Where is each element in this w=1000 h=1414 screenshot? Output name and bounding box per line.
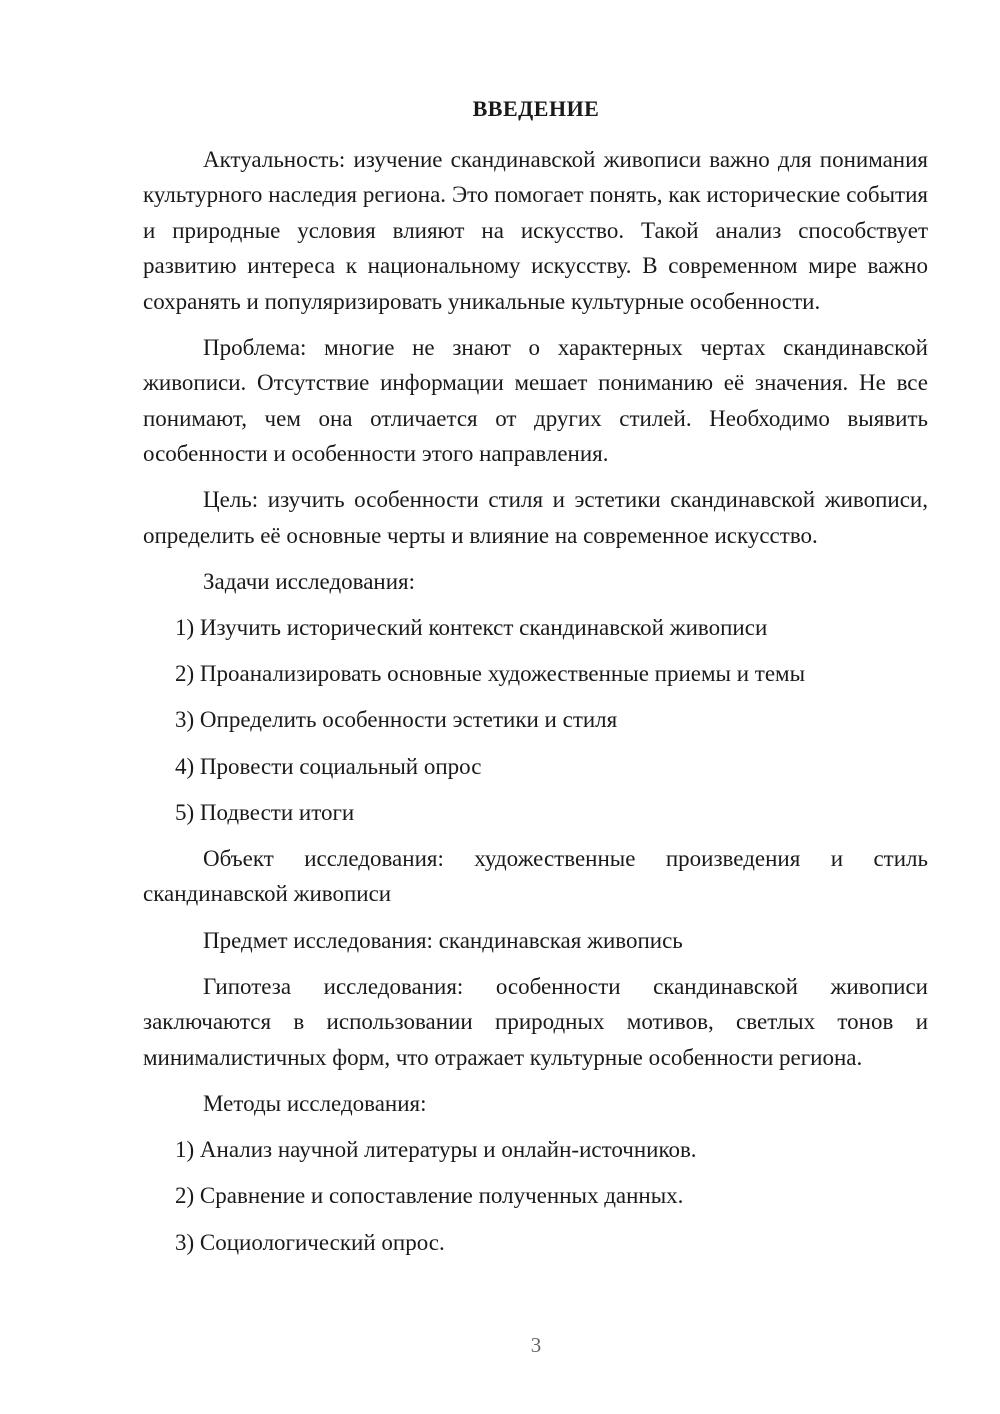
method-item: 1) Анализ научной литературы и онлайн-источников. xyxy=(175,1137,697,1163)
method-item: 2) Сравнение и сопоставление полученных данных. xyxy=(175,1183,684,1209)
task-item: 5) Подвести итоги xyxy=(175,799,355,825)
object-paragraph: Объект исследования: художественные произведения и стиль скандинавской живописи xyxy=(143,846,928,907)
document-body xyxy=(143,142,928,1271)
task-item: 3) Определить особенности эстетики и стиля xyxy=(175,707,618,733)
relevance-paragraph: Актуальность: изучение скандинавской живописи важно для понимания культурного наследия региона. Это помогает понять, как исторические события и природные условия влияют на искусство. Такой анализ способствует развитию интереса к национальному искусству. В современном мире важно сохранять и популяризировать уникальные культурные особенности. xyxy=(143,147,928,314)
methods-list xyxy=(143,1132,928,1260)
tasks-heading: Задачи исследования: xyxy=(203,568,416,594)
task-item: 4) Провести социальный опрос xyxy=(175,753,482,779)
document-title: ВВЕДЕНИЕ xyxy=(472,96,600,121)
hypothesis-paragraph: Гипотеза исследования: особенности скандинавской живописи заключаются в использовании природных мотивов, светлых тонов и минималистичных форм, что отражает культурные особенности региона. xyxy=(143,973,928,1070)
task-item: 2) Проанализировать основные художественные приемы и темы xyxy=(175,661,806,687)
problem-paragraph: Проблема: многие не знают о характерных чертах скандинавской живописи. Отсутствие информации мешает пониманию её значения. Не все понимают, чем она отличается от других стилей. Необходимо выявить особенности и особенности этого направления. xyxy=(143,334,928,467)
methods-heading: Методы исследования: xyxy=(203,1090,427,1116)
goal-paragraph: Цель: изучить особенности стиля и эстетики скандинавской живописи, определить её основные черты и влияние на современное искусство. xyxy=(143,487,928,548)
task-item: 1) Изучить исторический контекст скандинавской живописи xyxy=(175,615,768,641)
method-item: 3) Социологический опрос. xyxy=(175,1229,445,1255)
tasks-list xyxy=(143,610,928,830)
subject-paragraph: Предмет исследования: скандинавская живопись xyxy=(203,927,683,953)
page-number: 3 xyxy=(530,1333,542,1357)
